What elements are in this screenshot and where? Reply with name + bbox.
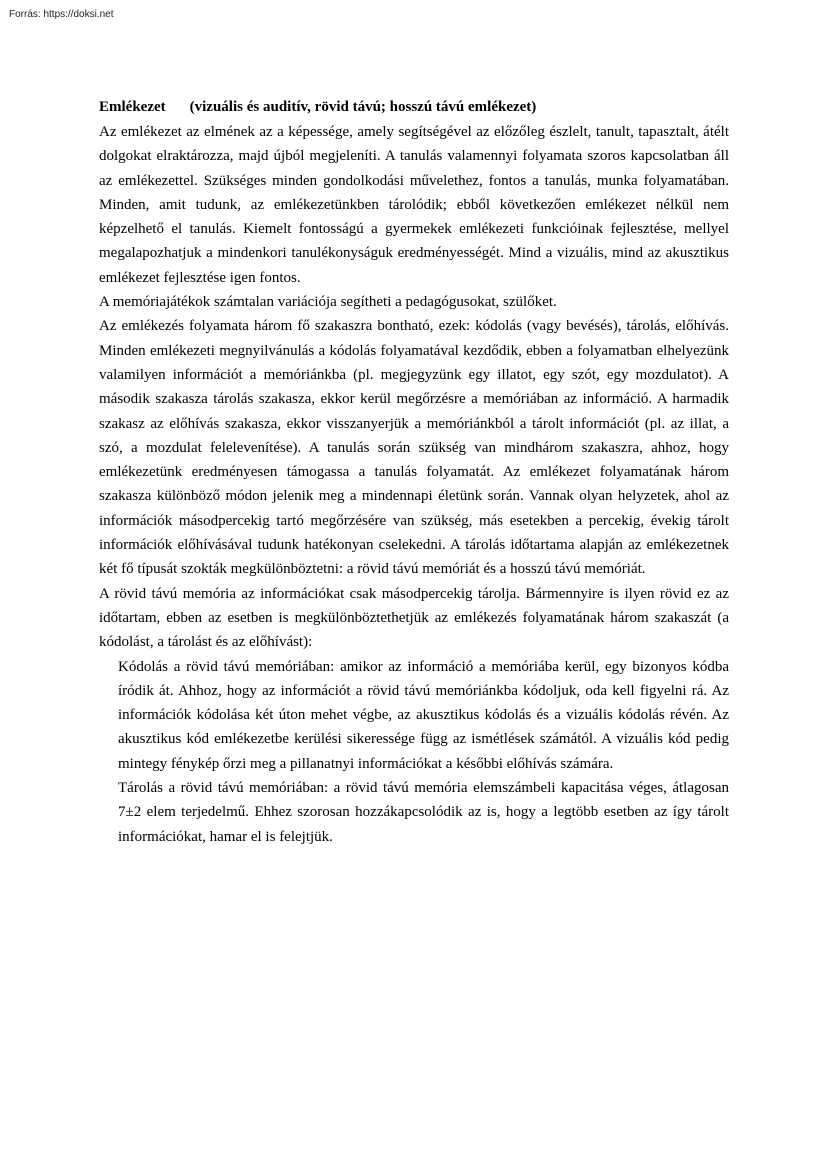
- heading-subtitle: (vizuális és auditív, rövid távú; hosszú távú emlékezet): [189, 99, 537, 115]
- paragraph-short-term-memory: A rövid távú memória az információkat csak másodpercekig tárolja. Bármennyire is ilyen rövid ez az időtartam, ebben az esetben is megkülönböztethetjük az emlékezés folyamatának három szakaszát (a kódolást, a tárolást és az előhívást):: [99, 585, 729, 651]
- paragraph-intro: Az emlékezet az elmének az a képessége, amely segítségével az előzőleg észlelt, tanult, tapasztalt, átélt dolgokat elraktározza, majd újból megjeleníti. A tanulás valamennyi folyamata szoros kapcsolatban áll az emlékezettel. Szükséges minden gondolkodási művelethez, fontos a tanulás, munka folyamatában. Minden, amit tudunk, az emlékezetünkben tárolódik; ebből következően emlékezet nélkül nem képzelhető el tanulás. Kiemelt fontosságú a gyermekek emlékezeti funkcióinak fejlesztése, mellyel megalapozhatjuk a mindenkori tanulékonyságuk eredményességét. Mind a vizuális, mind az akusztikus emlékezet fejlesztése igen fontos.: [99, 124, 729, 286]
- document-page: [99, 95, 729, 849]
- source-label: Forrás: https://doksi.net: [9, 9, 114, 20]
- paragraph-memory-stages: Az emlékezés folyamata három fő szakaszra bontható, ezek: kódolás (vagy bevésés), tárolás, előhívás. Minden emlékezeti megnyilvánulás a kódolás folyamatával kezdődik, ebben a folyamatban elhelyezünk valamilyen információt a memóriánkba (pl. megjegyzünk egy illatot, egy szót, egy mozdulatot). A második szakasza tárolás szakasza, ekkor kerül megőrzésre a memóriában az információ. A harmadik szakasz az előhívás szakasza, ekkor visszanyerjük a memóriánkból a tárolt információt (pl. az illat, a szó, a mozdulat felelevenítése). A tanulás során szükség van mindhárom szakaszra, ahhoz, hogy emlékezetünk eredményesen támogassa a tanulás folyamatát. Az emlékezet folyamatának három szakasza különböző módon jelenik meg a mindennapi életünk során. Vannak olyan helyzetek, ahol az információk másodpercekig tartó megőrzésére van szükség, más esetekben a percekig, évekig tárolt információk előhívásával tudunk hatékonyan cselekedni. A tárolás időtartama alapján az emlékezetnek két fő típusát szokták megkülönböztetni: a rövid távú memóriát és a hosszú távú memóriát.: [99, 318, 729, 578]
- paragraph-storage: Tárolás a rövid távú memóriában: a rövid távú memória elemszámbeli kapacitása véges, átlagosan 7±2 elem terjedelmű. Ehhez szorosan hozzákapcsolódik az is, hogy a legtöbb esetben az így tárolt információkat, hamar el is felejtjük.: [118, 780, 729, 845]
- paragraph-memory-games: A memóriajátékok számtalan variációja segítheti a pedagógusokat, szülőket.: [99, 294, 557, 311]
- paragraph-encoding: Kódolás a rövid távú memóriában: amikor az információ a memóriába kerül, egy bizonyos kódba íródik át. Ahhoz, hogy az információt a rövid távú memóriánkba kódoljuk, oda kell figyelni rá. Az információk kódolása két úton mehet végbe, az akusztikus kódolás és a vizuális kódolás révén. Az akusztikus kód emlékezetbe kerülési sikeressége függ az ismétlések számától. A vizuális kód pedig mintegy fénykép őrzi meg a pillanatnyi információkat a későbbi előhívás számára.: [118, 658, 729, 772]
- document-heading: [99, 95, 729, 119]
- heading-title: Emlékezet: [99, 99, 166, 115]
